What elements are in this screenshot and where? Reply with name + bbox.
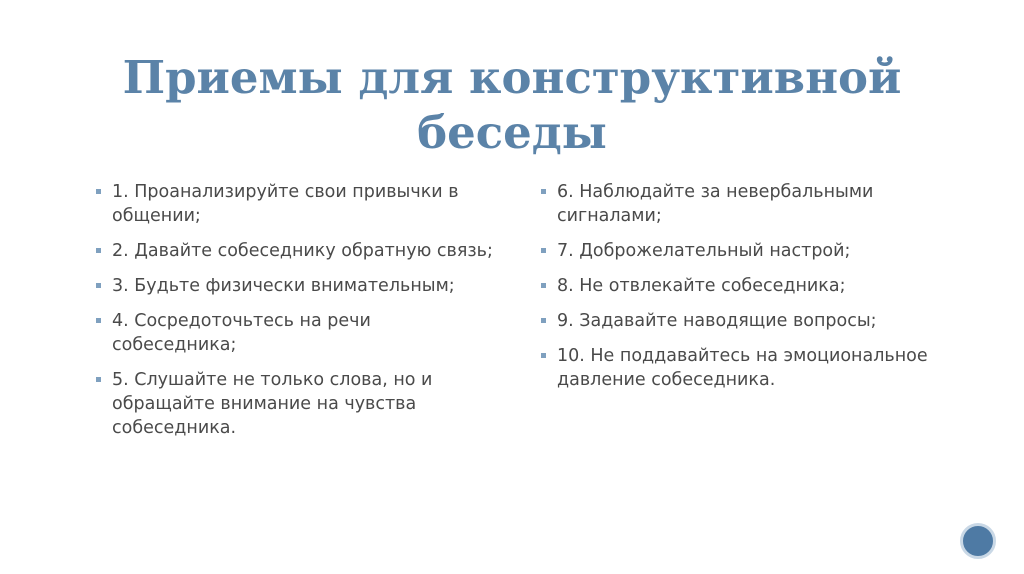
slide-title	[60, 50, 964, 160]
bullet-icon	[541, 318, 546, 323]
bullet-icon	[541, 283, 546, 288]
list-item-text: 4. Сосредоточьтесь на речи собеседника;	[112, 311, 371, 355]
list-item-text: 1. Проанализируйте свои привычки в общении;	[112, 182, 459, 226]
list-item	[541, 274, 941, 298]
right-bullet-list	[541, 180, 941, 403]
title-line-2: беседы	[417, 106, 607, 159]
bullet-icon	[541, 189, 546, 194]
list-item-text: 3. Будьте физически внимательным;	[112, 276, 455, 296]
list-item	[541, 309, 941, 333]
bullet-icon	[96, 189, 101, 194]
list-item-text: 7. Доброжелательный настрой;	[557, 241, 851, 261]
list-item	[541, 180, 941, 228]
bullet-icon	[541, 353, 546, 358]
list-item-text: 5. Слушайте не только слова, но и обращайте внимание на чувства собеседника.	[112, 370, 433, 438]
list-item-text: 6. Наблюдайте за невербальными сигналами;	[557, 182, 874, 226]
bullet-icon	[96, 283, 101, 288]
slide-nav-circle-icon[interactable]	[960, 523, 996, 559]
bullet-icon	[96, 248, 101, 253]
list-item	[96, 180, 496, 228]
list-item-text: 8. Не отвлекайте собеседника;	[557, 276, 846, 296]
list-item-text: 2. Давайте собеседнику обратную связь;	[112, 241, 493, 261]
bullet-icon	[541, 248, 546, 253]
list-item-text: 10. Не поддавайтесь на эмоциональное давление собеседника.	[557, 346, 928, 390]
list-item	[96, 368, 496, 440]
list-item	[96, 309, 496, 357]
list-item	[96, 274, 496, 298]
left-bullet-list	[96, 180, 496, 451]
title-line-1: Приемы для конструктивной	[122, 51, 902, 104]
bullet-icon	[96, 318, 101, 323]
list-item	[541, 344, 941, 392]
list-item	[541, 239, 941, 263]
list-item-text: 9. Задавайте наводящие вопросы;	[557, 311, 877, 331]
bullet-icon	[96, 377, 101, 382]
list-item	[96, 239, 496, 263]
